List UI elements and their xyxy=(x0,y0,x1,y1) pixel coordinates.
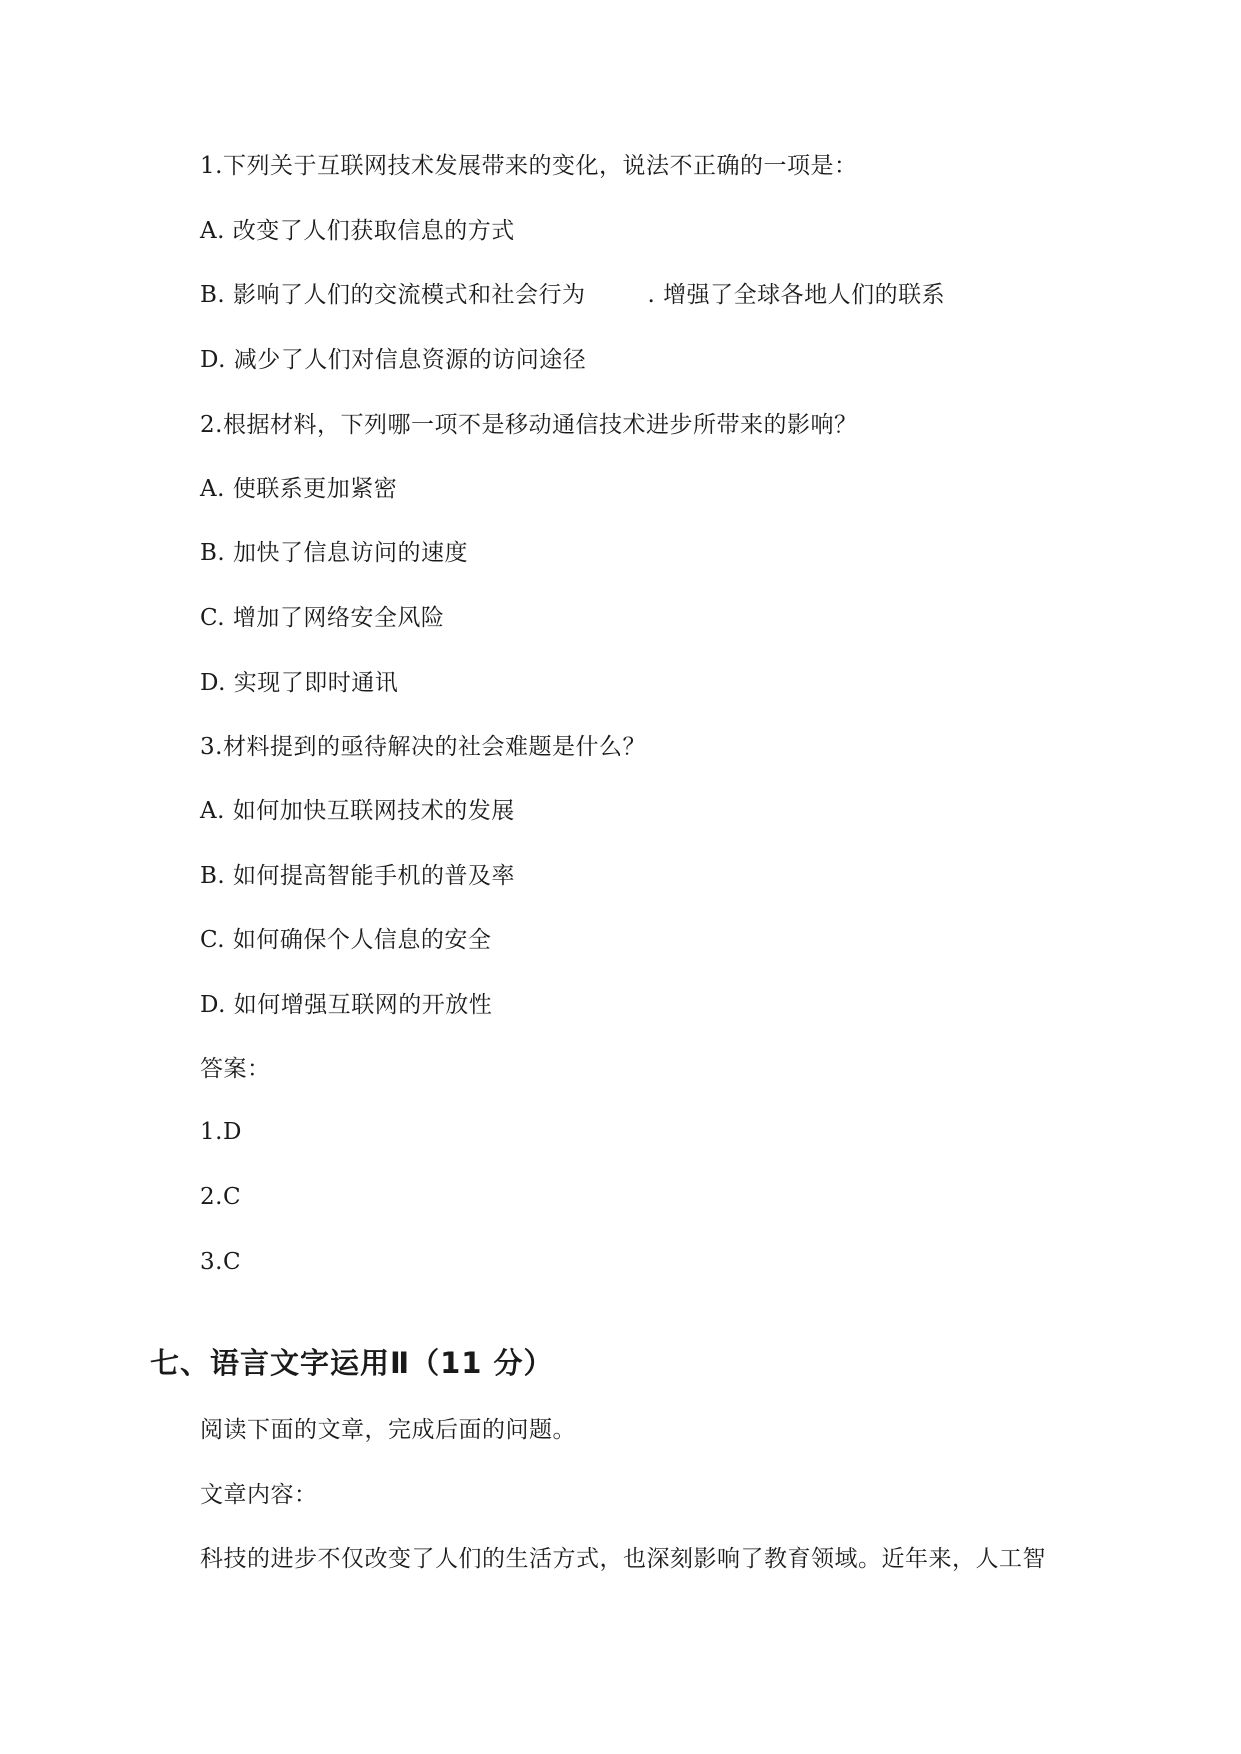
question-2-option-b: B. 加快了信息访问的速度 xyxy=(200,540,469,566)
answer-item: 1.D xyxy=(200,1119,242,1145)
question-1-stem: 1.下列关于互联网技术发展带来的变化，说法不正确的一项是： xyxy=(200,153,858,179)
question-1-option-b: B. 影响了人们的交流模式和社会行为 xyxy=(200,282,586,308)
question-2-option-c: C. 增加了网络安全风险 xyxy=(200,605,445,631)
section-heading: 七、语言文字运用Ⅱ（11 分） xyxy=(150,1346,554,1380)
answer-item: 3.C xyxy=(200,1249,242,1275)
question-2-option-a: A. 使联系更加紧密 xyxy=(200,476,398,502)
question-1-option-a: A. 改变了人们获取信息的方式 xyxy=(200,218,515,244)
question-3-stem: 3.材料提到的亟待解决的社会难题是什么？ xyxy=(200,734,646,760)
answers-label: 答案： xyxy=(200,1056,271,1082)
answer-item: 2.C xyxy=(200,1184,242,1210)
section-instruction: 阅读下面的文章，完成后面的问题。 xyxy=(200,1417,576,1443)
question-3-option-a: A. 如何加快互联网技术的发展 xyxy=(200,798,515,824)
question-3-option-d: D. 如何增强互联网的开放性 xyxy=(200,992,493,1018)
question-3-option-b: B. 如何提高智能手机的普及率 xyxy=(200,863,516,889)
question-3-option-c: C. 如何确保个人信息的安全 xyxy=(200,927,492,953)
question-2-option-d: D. 实现了即时通讯 xyxy=(200,670,399,696)
question-1-option-c: . 增强了全球各地人们的联系 xyxy=(647,282,946,308)
article-paragraph: 科技的进步不仅改变了人们的生活方式，也深刻影响了教育领域。近年来，人工智 xyxy=(200,1546,1046,1572)
article-content-label: 文章内容： xyxy=(200,1482,318,1508)
question-1-option-b-c-row xyxy=(200,280,945,310)
question-1-option-d: D. 减少了人们对信息资源的访问途径 xyxy=(200,347,587,373)
question-2-stem: 2.根据材料，下列哪一项不是移动通信技术进步所带来的影响？ xyxy=(200,412,858,438)
